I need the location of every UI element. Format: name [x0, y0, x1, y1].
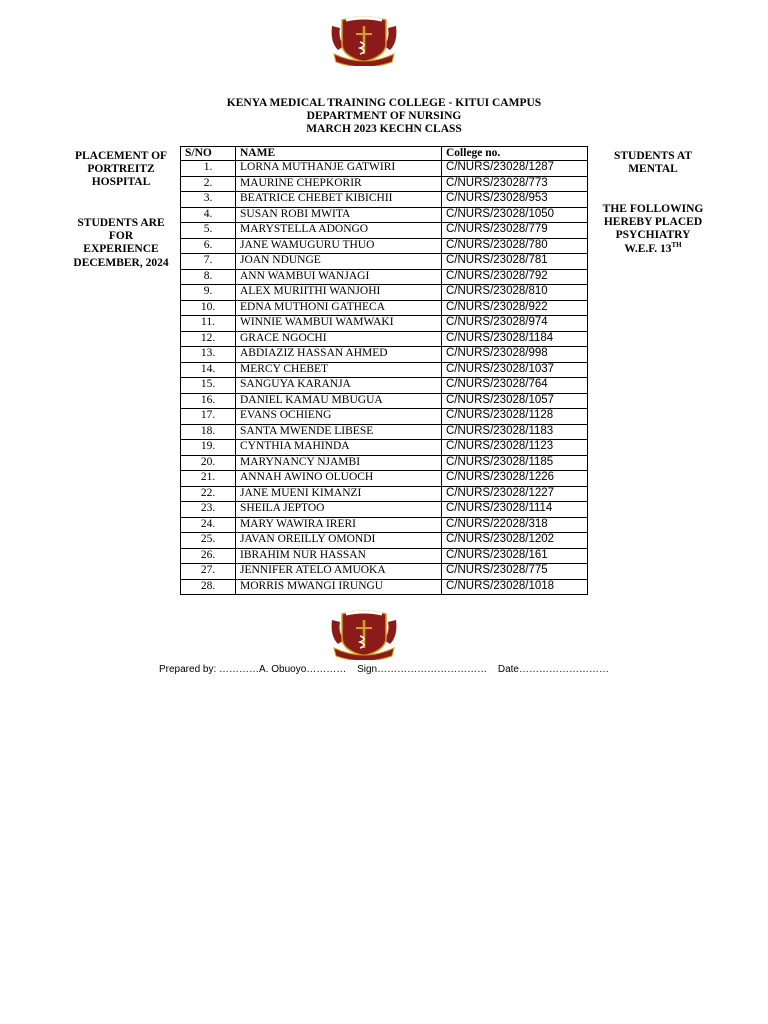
cell-college-no: C/NURS/23028/1050 — [442, 207, 588, 223]
cell-sno: 20. — [181, 455, 236, 471]
heading-college: KENYA MEDICAL TRAINING COLLEGE - KITUI CAMPUS — [226, 97, 542, 109]
cell-sno: 23. — [181, 502, 236, 518]
cell-college-no: C/NURS/23028/780 — [442, 238, 588, 254]
table-row — [181, 207, 588, 223]
cell-college-no: C/NURS/23028/974 — [442, 316, 588, 332]
cell-college-no: C/NURS/23028/953 — [442, 192, 588, 208]
cell-college-no: C/NURS/23028/1128 — [442, 409, 588, 425]
cell-name: MARYSTELLA ADONGO — [236, 223, 442, 239]
table-row — [181, 517, 588, 533]
table-row — [181, 393, 588, 409]
left-note-placement — [66, 150, 176, 190]
table-row — [181, 254, 588, 270]
cell-sno: 8. — [181, 269, 236, 285]
cell-sno: 18. — [181, 424, 236, 440]
right-note-line: STUDENTS AT — [613, 150, 693, 162]
sign-field-text: Sign…………………………… — [357, 664, 488, 675]
cell-name: JANE MUENI KIMANZI — [236, 486, 442, 502]
table-row — [181, 285, 588, 301]
table-row — [181, 238, 588, 254]
cell-college-no: C/NURS/23028/1018 — [442, 579, 588, 595]
cell-college-no: C/NURS/23028/998 — [442, 347, 588, 363]
cell-name: MARYNANCY NJAMBI — [236, 455, 442, 471]
cell-college-no: C/NURS/23028/1057 — [442, 393, 588, 409]
cell-name: MAURINE CHEPKORIR — [236, 176, 442, 192]
cell-sno: 26. — [181, 548, 236, 564]
cell-sno: 16. — [181, 393, 236, 409]
cell-college-no: C/NURS/23028/1227 — [442, 486, 588, 502]
cell-college-no: C/NURS/23028/781 — [442, 254, 588, 270]
cell-name: IBRAHIM NUR HASSAN — [236, 548, 442, 564]
cell-name: SANGUYA KARANJA — [236, 378, 442, 394]
cell-college-no: C/NURS/23028/1202 — [442, 533, 588, 549]
signature-footer — [0, 664, 768, 675]
cell-sno: 10. — [181, 300, 236, 316]
cell-sno: 1. — [181, 161, 236, 177]
cell-sno: 13. — [181, 347, 236, 363]
left-note-line: HOSPITAL — [91, 176, 151, 189]
cell-name: WINNIE WAMBUI WAMWAKI — [236, 316, 442, 332]
cell-sno: 11. — [181, 316, 236, 332]
cell-college-no: C/NURS/23028/779 — [442, 223, 588, 239]
cell-sno: 9. — [181, 285, 236, 301]
table-row — [181, 331, 588, 347]
cell-sno: 25. — [181, 533, 236, 549]
cell-sno: 6. — [181, 238, 236, 254]
cell-name: ALEX MURIITHI WANJOHI — [236, 285, 442, 301]
cell-sno: 3. — [181, 192, 236, 208]
table-row — [181, 269, 588, 285]
cell-sno: 27. — [181, 564, 236, 580]
cell-name: LORNA MUTHANJE GATWIRI — [236, 161, 442, 177]
cell-name: EVANS OCHIENG — [236, 409, 442, 425]
cell-sno: 22. — [181, 486, 236, 502]
right-note-students — [590, 150, 716, 176]
cell-name: MORRIS MWANGI IRUNGU — [236, 579, 442, 595]
right-note-line: MENTAL — [628, 163, 678, 176]
cell-college-no: C/NURS/23028/1226 — [442, 471, 588, 487]
cell-name: SANTA MWENDE LIBESE — [236, 424, 442, 440]
cell-college-no: C/NURS/23028/1114 — [442, 502, 588, 518]
wef-date-text: W.E.F. 13 — [624, 242, 672, 255]
left-note-line: EXPERIENCE — [83, 243, 159, 256]
heading-class: MARCH 2023 KECHN CLASS — [306, 123, 462, 135]
cell-name: DANIEL KAMAU MBUGUA — [236, 393, 442, 409]
cell-sno: 21. — [181, 471, 236, 487]
table-row — [181, 455, 588, 471]
cell-college-no: C/NURS/23028/161 — [442, 548, 588, 564]
table-row — [181, 316, 588, 332]
table-header-row — [181, 147, 588, 161]
cell-name: SUSAN ROBI MWITA — [236, 207, 442, 223]
table-row — [181, 347, 588, 363]
header-college-no: College no. — [442, 147, 588, 161]
table-row — [181, 176, 588, 192]
table-row — [181, 378, 588, 394]
cell-name: MARY WAWIRA IRERI — [236, 517, 442, 533]
cell-sno: 14. — [181, 362, 236, 378]
table-row — [181, 223, 588, 239]
cell-sno: 2. — [181, 176, 236, 192]
cell-sno: 17. — [181, 409, 236, 425]
header-name: NAME — [236, 147, 442, 161]
cell-sno: 12. — [181, 331, 236, 347]
cell-college-no: C/NURS/23028/922 — [442, 300, 588, 316]
cell-name: CYNTHIA MAHINDA — [236, 440, 442, 456]
table-row — [181, 548, 588, 564]
cell-college-no: C/NURS/23028/810 — [442, 285, 588, 301]
table-row — [181, 440, 588, 456]
cell-college-no: C/NURS/23028/1287 — [442, 161, 588, 177]
cell-name: MERCY CHEBET — [236, 362, 442, 378]
student-roster-table — [180, 146, 588, 595]
left-note-line: STUDENTS ARE — [77, 217, 165, 229]
table-row — [181, 486, 588, 502]
table-row — [181, 362, 588, 378]
table-row — [181, 409, 588, 425]
right-note-line — [590, 240, 716, 256]
cell-name: BEATRICE CHEBET KIBICHII — [236, 192, 442, 208]
document-heading — [0, 97, 768, 136]
right-note-line: HEREBY PLACED — [603, 216, 703, 229]
cell-sno: 5. — [181, 223, 236, 239]
cell-college-no: C/NURS/23028/1037 — [442, 362, 588, 378]
right-note-line: PSYCHIATRY — [615, 229, 691, 242]
cell-college-no: C/NURS/23028/764 — [442, 378, 588, 394]
cell-college-no: C/NURS/23028/792 — [442, 269, 588, 285]
header-sno: S/NO — [181, 147, 236, 161]
left-note-experience — [66, 217, 176, 270]
table-row — [181, 533, 588, 549]
right-note-psychiatry — [590, 203, 716, 256]
table-row — [181, 300, 588, 316]
table-row — [181, 579, 588, 595]
cell-sno: 15. — [181, 378, 236, 394]
cell-college-no: C/NURS/22028/318 — [442, 517, 588, 533]
cell-sno: 19. — [181, 440, 236, 456]
cell-name: ANNAH AWINO OLUOCH — [236, 471, 442, 487]
left-note-line: DECEMBER, 2024 — [73, 256, 169, 269]
left-note-line: PLACEMENT OF — [74, 150, 168, 162]
college-crest-logo — [328, 610, 400, 660]
cell-name: ANN WAMBUI WANJAGI — [236, 269, 442, 285]
roster-body — [181, 161, 588, 595]
left-note-line: FOR — [108, 230, 134, 243]
cell-college-no: C/NURS/23028/773 — [442, 176, 588, 192]
cell-name: JANE WAMUGURU THUO — [236, 238, 442, 254]
cell-name: JOAN NDUNGE — [236, 254, 442, 270]
cell-college-no: C/NURS/23028/1184 — [442, 331, 588, 347]
cell-college-no: C/NURS/23028/775 — [442, 564, 588, 580]
cell-sno: 28. — [181, 579, 236, 595]
table-row — [181, 564, 588, 580]
wef-date-suffix: TH — [671, 240, 682, 249]
cell-name: GRACE NGOCHI — [236, 331, 442, 347]
left-note-line: PORTREITZ — [87, 163, 155, 176]
cell-name: JAVAN OREILLY OMONDI — [236, 533, 442, 549]
cell-sno: 24. — [181, 517, 236, 533]
right-note-line: THE FOLLOWING — [602, 203, 704, 215]
table-row — [181, 471, 588, 487]
date-field-text: Date……………………… — [497, 664, 609, 675]
prepared-by-text: Prepared by: …………A. Obuoyo………… — [159, 664, 347, 675]
cell-sno: 7. — [181, 254, 236, 270]
cell-name: ABDIAZIZ HASSAN AHMED — [236, 347, 442, 363]
table-row — [181, 192, 588, 208]
heading-department: DEPARTMENT OF NURSING — [306, 110, 462, 122]
cell-sno: 4. — [181, 207, 236, 223]
cell-name: EDNA MUTHONI GATHECA — [236, 300, 442, 316]
table-row — [181, 161, 588, 177]
table-row — [181, 502, 588, 518]
cell-name: SHEILA JEPTOO — [236, 502, 442, 518]
cell-college-no: C/NURS/23028/1183 — [442, 424, 588, 440]
cell-name: JENNIFER ATELO AMUOKA — [236, 564, 442, 580]
table-row — [181, 424, 588, 440]
college-crest-logo — [328, 16, 400, 66]
cell-college-no: C/NURS/23028/1123 — [442, 440, 588, 456]
cell-college-no: C/NURS/23028/1185 — [442, 455, 588, 471]
